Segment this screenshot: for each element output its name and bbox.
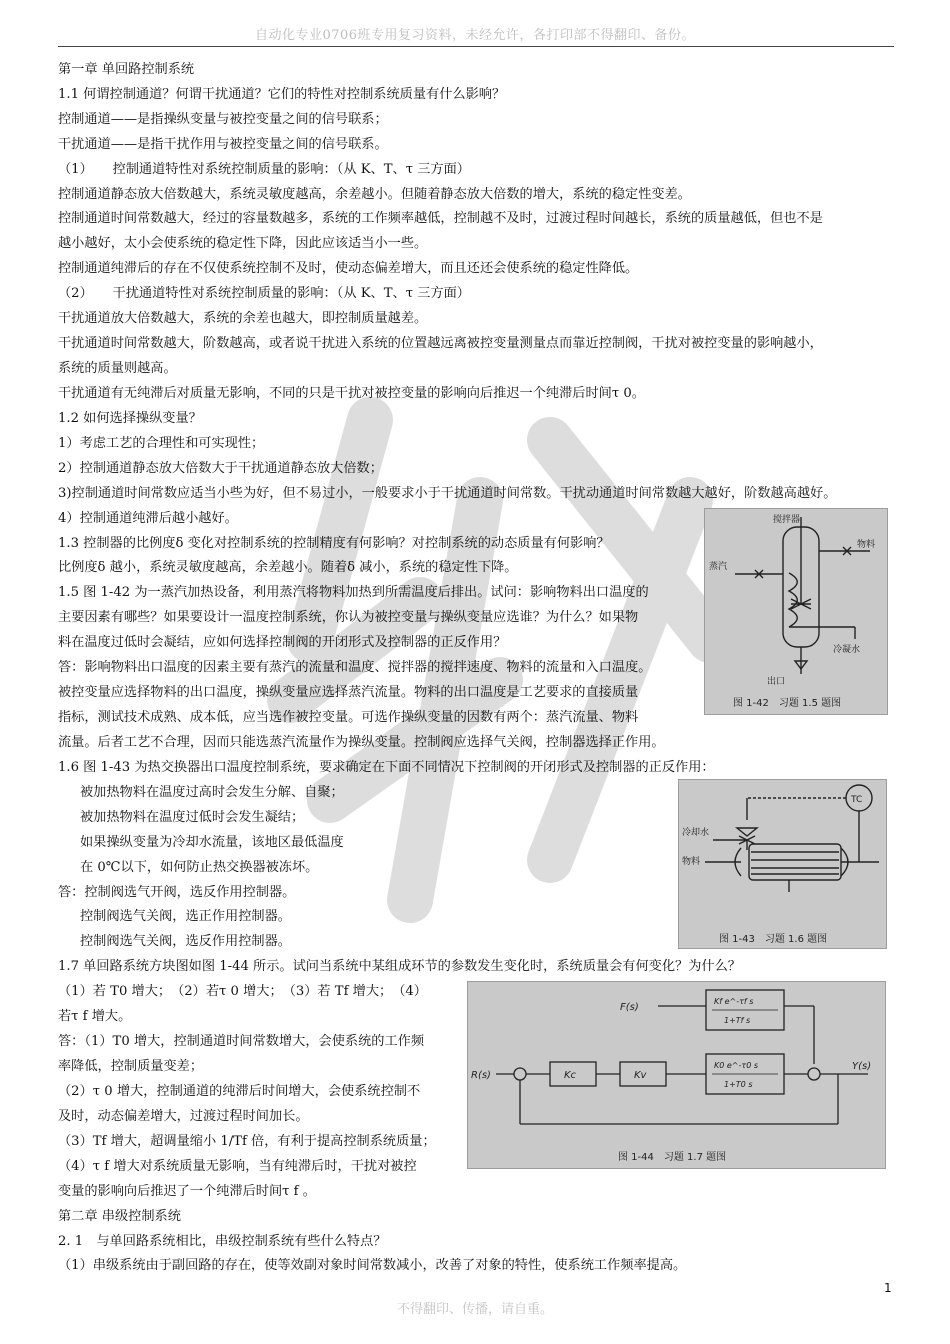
block-object-denominator: 1+T0 s <box>724 1080 753 1089</box>
text-line: 答：控制阀选气开阀，选反作用控制器。 <box>58 885 296 900</box>
figure-1-42 <box>704 508 888 715</box>
chapter-1-title: 第一章 单回路控制系统 <box>58 62 195 77</box>
chapter-2-title: 第二章 串级控制系统 <box>58 1209 181 1224</box>
text-line: 干扰通道有无纯滞后对质量无影响，不同的只是干扰对被控变量的影响向后推迟一个纯滞后时间τ 0。 <box>58 386 645 401</box>
label-tc: TC <box>851 795 863 805</box>
text-line: 流量。后者工艺不合理，因而只能选蒸汽流量作为操纵变量。控制阀应选择气关阀，控制器选择正作用。 <box>58 735 665 750</box>
question-1-2: 1.2 如何选择操纵变量？ <box>58 411 202 426</box>
label-outlet: 出口 <box>767 677 786 687</box>
text-line: 控制通道——是指操纵变量与被控变量之间的信号联系； <box>58 112 388 127</box>
label-condensate: 冷凝水 <box>833 645 861 655</box>
text-line: （3）Tf 增大，超调量缩小 1/Tf 倍，有利于提高控制系统质量； <box>58 1134 436 1149</box>
figure-1-43 <box>678 779 887 949</box>
page-number: 1 <box>884 1281 892 1295</box>
label-F: F(s) <box>620 1002 639 1013</box>
question-2-1: 2. 1 与单回路系统相比，串级控制系统有些什么特点？ <box>58 1234 387 1249</box>
footer-note: 不得翻印、传播，请自重。 <box>396 1302 553 1317</box>
label-Y: Y(s) <box>852 1061 872 1072</box>
text-line: 料在温度过低时会凝结，应如何选择控制阀的开闭形式及控制器的正反作用？ <box>58 635 507 650</box>
text-line: 1）考虑工艺的合理性和可实现性； <box>58 436 265 451</box>
text-line: 被控变量应选择物料的出口温度，操纵变量应选择蒸汽流量。物料的出口温度是工艺要求的直接质量 <box>58 685 639 700</box>
block-object-numerator: K0 e^-τ0 s <box>714 1061 759 1070</box>
text-line: 3)控制通道时间常数应适当小些为好，但不易过小，一般要求小于干扰通道时间常数。干扰动通道时间常数越大越好，阶数越高越好。 <box>58 486 837 501</box>
figure-caption: 图 1-44 习题 1.7 题图 <box>618 1152 727 1163</box>
text-line: 被加热物料在温度过高时会发生分解、自聚； <box>80 785 344 800</box>
text-line: 控制阀选气关阀，选反作用控制器。 <box>80 934 291 949</box>
label-material: 物料 <box>857 540 876 550</box>
text-line: 若τ f 增大。 <box>58 1009 132 1024</box>
text-line: 控制通道静态放大倍数越大，系统灵敏度越高，余差越小。但随着静态放大倍数的增大，系统的稳定性变差。 <box>58 187 691 202</box>
text-line: 干扰通道——是指干扰作用与被控变量之间的信号联系。 <box>58 137 388 152</box>
block-disturbance-numerator: Kf e^-τf s <box>714 997 754 1006</box>
text-line: 在 0℃以下，如何防止热交换器被冻坏。 <box>80 860 319 875</box>
text-line: 被加热物料在温度过低时会发生凝结； <box>80 810 305 825</box>
text-line: （1） 控制通道特性对系统控制质量的影响：（从 K、T、τ 三方面） <box>58 162 470 177</box>
text-line: 4）控制通道纯滞后越小越好。 <box>58 511 238 526</box>
text-line: 主要因素有哪些？如果要设计一温度控制系统，你认为被控变量与操纵变量应选谁？为什么？如果物 <box>58 610 639 625</box>
text-line: 如果操纵变量为冷却水流量，该地区最低温度 <box>80 835 344 850</box>
text-line: 指标，测试技术成熟、成本低，应当选作被控变量。可选作操纵变量的因数有两个：蒸汽流量、物料 <box>58 710 639 725</box>
text-line: 答：（1）T0 增大，控制通道时间常数增大，会使系统的工作频 <box>58 1034 425 1049</box>
text-line: （2） 干扰通道特性对系统控制质量的影响：（从 K、T、τ 三方面） <box>58 286 470 301</box>
header-note: 自动化专业0706班专用复习资料，未经允许，各打印部不得翻印、备份。 <box>254 28 696 43</box>
question-1-6: 1.6 图 1-43 为热交换器出口温度控制系统，要求确定在下面不同情况下控制阀的开闭形式及控制器的正反作用： <box>58 760 715 775</box>
text-line: 控制通道时间常数越大，经过的容量数越多，系统的工作频率越低，控制越不及时，过渡过程时间越长，系统的质量越低，但也不是 <box>58 211 823 226</box>
block-disturbance-denominator: 1+Tf s <box>724 1016 751 1025</box>
label-steam: 蒸汽 <box>709 562 728 572</box>
text-line: （4）τ f 增大对系统质量无影响，当有纯滞后时，干扰对被控 <box>58 1159 417 1174</box>
question-1-5: 1.5 图 1-42 为一蒸汽加热设备，利用蒸汽将物料加热到所需温度后排出。试问：影响物料出口温度的 <box>58 585 649 600</box>
label-R: R(s) <box>471 1070 491 1081</box>
label-stirrer: 搅拌器 <box>773 515 801 525</box>
question-1-1: 1.1 何谓控制通道？何谓干扰通道？它们的特性对控制系统质量有什么影响？ <box>58 87 506 102</box>
text-line: 变量的影响向后推迟了一个纯滞后时间τ f 。 <box>58 1184 316 1199</box>
text-line: 越小越好，太小会使系统的稳定性下降，因此应该适当小一些。 <box>58 236 428 251</box>
figure-caption: 图 1-43 习题 1.6 题图 <box>719 934 828 945</box>
text-line: 率降低，控制质量变差； <box>58 1059 204 1074</box>
figure-1-44 <box>467 981 886 1169</box>
text-line: 控制通道纯滞后的存在不仅使系统控制不及时，使动态偏差增大，而且还还会使系统的稳定性降低。 <box>58 261 639 276</box>
header-rule <box>58 46 894 47</box>
question-1-7: 1.7 单回路系统方块图如图 1-44 所示。试问当系统中某组成环节的参数发生变化时，系统质量会有何变化？为什么？ <box>58 959 741 974</box>
text-line: 答：影响物料出口温度的因素主要有蒸汽的流量和温度、搅拌器的搅拌速度、物料的流量和入口温度。 <box>58 660 652 675</box>
text-line: 比例度δ 越小，系统灵敏度越高，余差越小。随着δ 减小，系统的稳定性下降。 <box>58 560 518 575</box>
text-line: 及时，动态偏差增大，过渡过程时间加长。 <box>58 1109 309 1124</box>
text-line: 干扰通道时间常数越大，阶数越高，或者说干扰进入系统的位置越远离被控变量测量点而靠近控制阀，干扰对被控变量的影响越小， <box>58 336 823 351</box>
text-line: （2）τ 0 增大，控制通道的纯滞后时间增大，会使系统控制不 <box>58 1084 421 1099</box>
text-line: 系统的质量则越高。 <box>58 361 177 376</box>
text-line: 2）控制通道静态放大倍数大于干扰通道静态放大倍数； <box>58 461 383 476</box>
text-line: 控制阀选气关阀，选正作用控制器。 <box>80 909 291 924</box>
label-material: 物料 <box>682 857 701 867</box>
question-1-3: 1.3 控制器的比例度δ 变化对控制系统的控制精度有何影响？对控制系统的动态质量有何影响？ <box>58 536 610 551</box>
text-line: 干扰通道放大倍数越大，系统的余差也越大，即控制质量越差。 <box>58 311 428 326</box>
block-Kc: Kc <box>564 1070 577 1081</box>
figure-caption: 图 1-42 习题 1.5 题图 <box>733 698 842 709</box>
block-Kv: Kv <box>634 1070 647 1081</box>
text-line: （1）若 T0 增大； （2）若τ 0 增大； （3）若 Tf 增大； （4） <box>58 984 427 999</box>
text-line: （1）串级系统由于副回路的存在，使等效副对象时间常数减小，改善了对象的特性，使系统工作频率提高。 <box>58 1258 687 1273</box>
label-cooling-water: 冷却水 <box>682 828 710 838</box>
